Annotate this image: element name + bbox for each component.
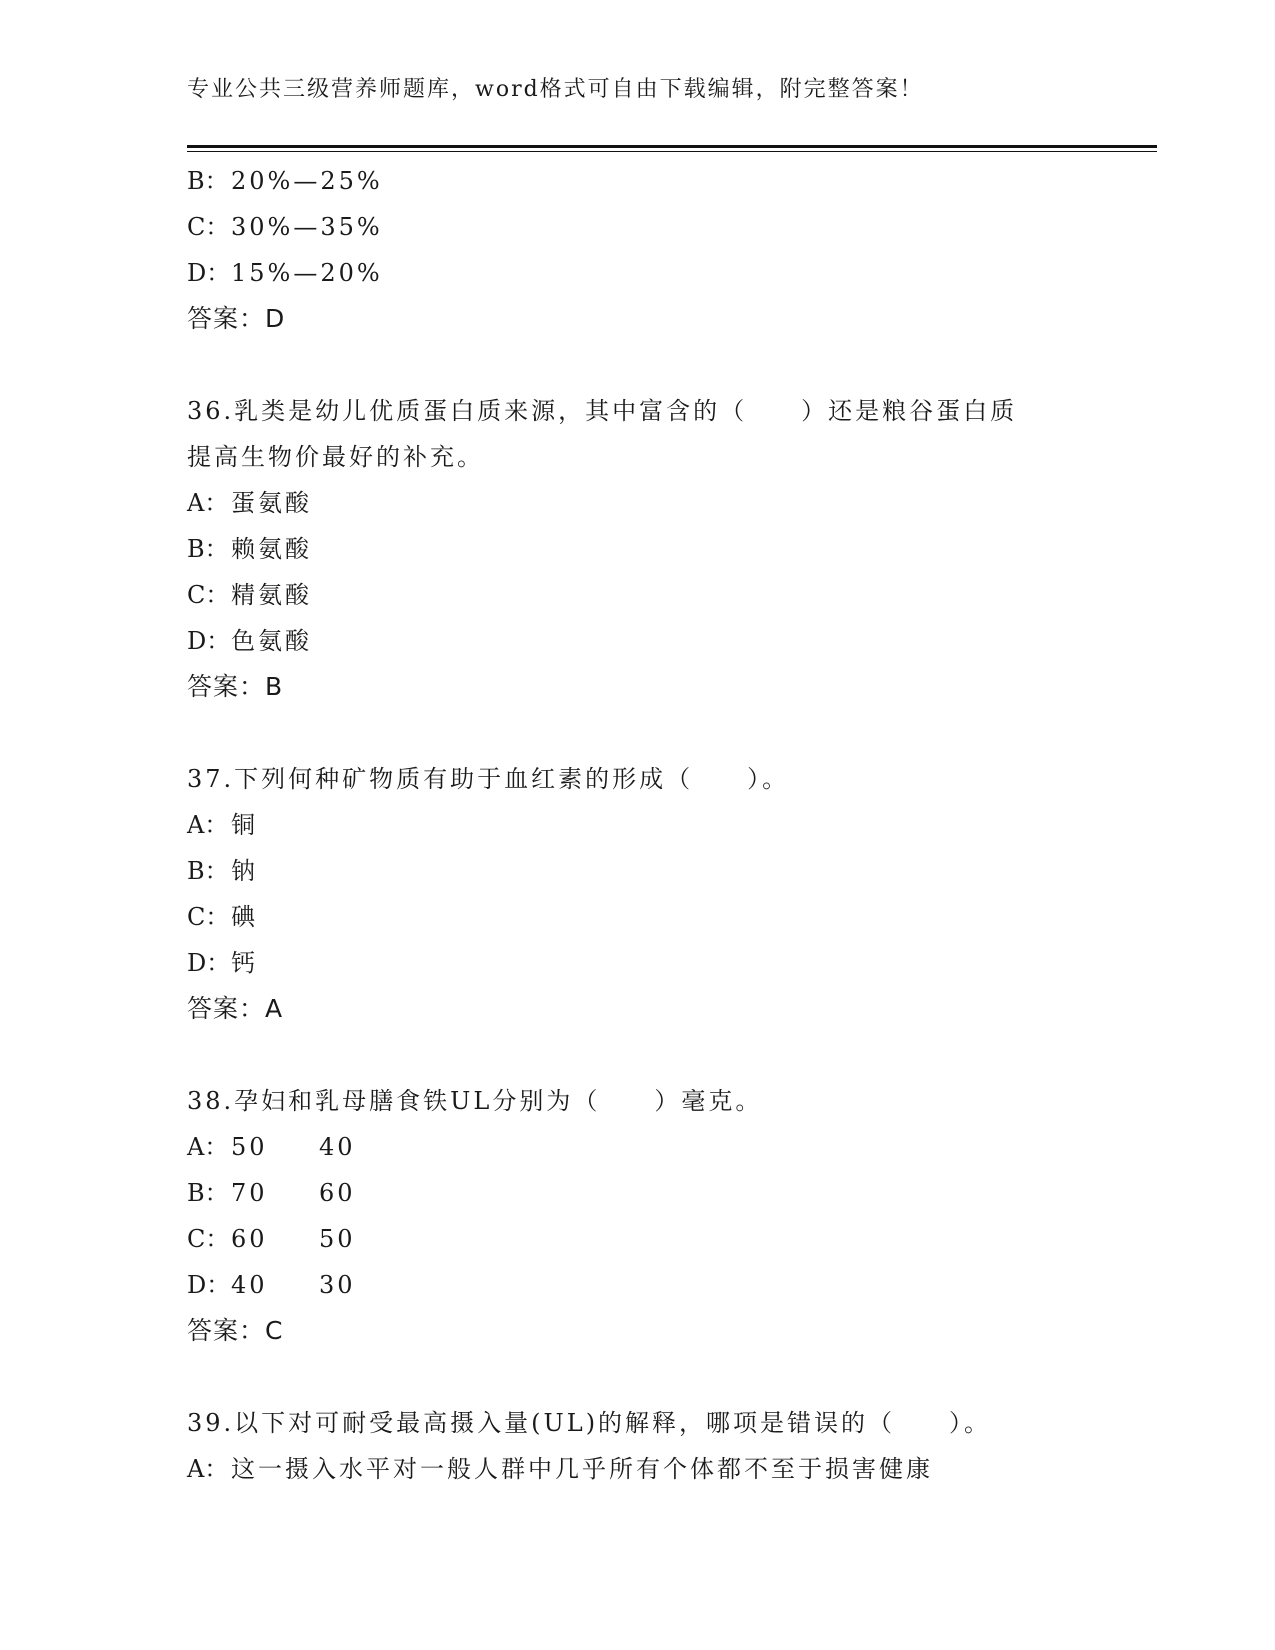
answer-line: 答案：C — [187, 1316, 284, 1345]
option-a: A： 这一摄入水平对一般人群中几乎所有个体都不至于损害健康 — [187, 1455, 933, 1483]
option-b: B：赖氨酸 — [187, 535, 312, 563]
option-c: C：碘 — [187, 903, 258, 931]
header-rule-thick — [187, 145, 1157, 148]
option-d: D：色氨酸 — [187, 627, 312, 655]
answer-line: 答案：D — [187, 304, 286, 333]
question-stem: 36.乳类是幼儿优质蛋白质来源，其中富含的（ ）还是粮谷蛋白质 — [187, 397, 1018, 425]
page-header: 专业公共三级营养师题库，word格式可自由下载编辑，附完整答案！ — [187, 77, 924, 102]
option-a: A： 50 40 — [187, 1133, 356, 1161]
option-a: A： 蛋氨酸 — [187, 489, 312, 517]
answer-line: 答案：A — [187, 994, 284, 1023]
answer-line: 答案：B — [187, 672, 284, 701]
header-rule-thin — [187, 151, 1157, 152]
option-d: D：钙 — [187, 949, 258, 977]
question-stem: 38.孕妇和乳母膳食铁UL分别为（ ）毫克。 — [187, 1087, 763, 1115]
option-b: B：70 60 — [187, 1179, 356, 1207]
option-b: B：钠 — [187, 857, 258, 885]
option-c: C：30%—35% — [187, 213, 383, 241]
option-c: C：60 50 — [187, 1225, 356, 1253]
option-a: A： 铜 — [187, 811, 258, 839]
option-c: C：精氨酸 — [187, 581, 312, 609]
question-stem: 37.下列何种矿物质有助于血红素的形成（ ）。 — [187, 765, 790, 793]
option-b: B：20%—25% — [187, 167, 383, 195]
question-stem: 39.以下对可耐受最高摄入量(UL)的解释，哪项是错误的（ ）。 — [187, 1409, 992, 1437]
option-d: D：15%—20% — [187, 259, 383, 287]
question-content — [187, 158, 1147, 1492]
question-stem-continued: 提高生物价最好的补充。 — [187, 443, 484, 471]
option-d: D：40 30 — [187, 1271, 356, 1299]
